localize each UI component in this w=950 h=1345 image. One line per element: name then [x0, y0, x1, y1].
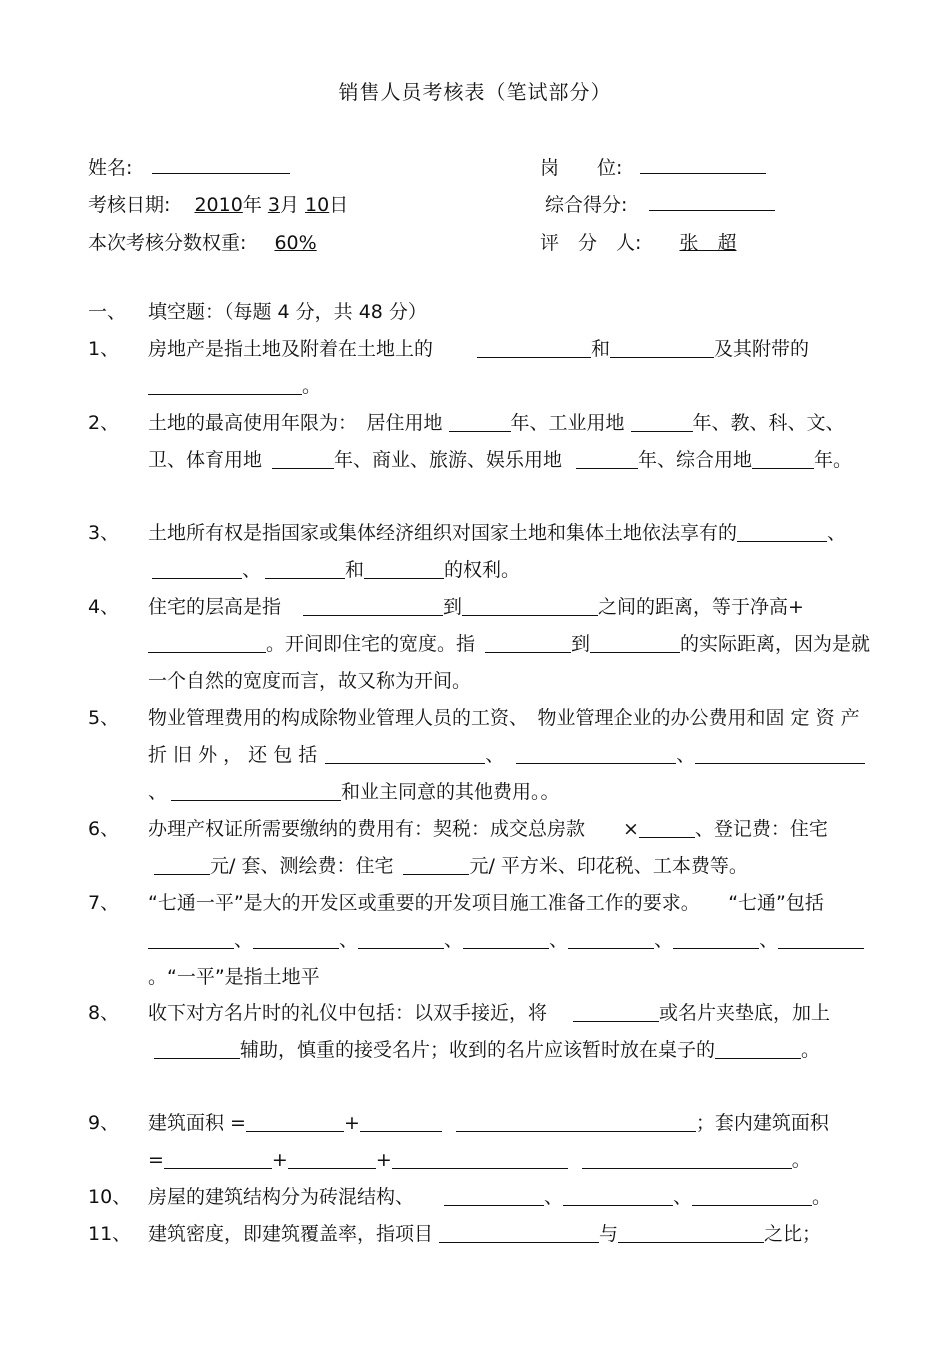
question-9: 9、 建筑面积 = + ；套内建筑面积 = + + 。 [88, 1105, 878, 1179]
question-number: 3、 [88, 522, 120, 544]
blank-field[interactable] [364, 552, 444, 579]
question-8: 8、 收下对方名片时的礼仪中包括：以双手接近，将 或名片夹垫底，加上辅助，慎重的接受名片；收到的名片应该暂时放在桌子的 。 [88, 995, 878, 1069]
grader-label: 评 分 人: [540, 232, 642, 254]
blank-field[interactable] [692, 1179, 812, 1206]
section-index: 一、 [88, 301, 127, 323]
date-day-unit: 日 [329, 194, 349, 216]
name-field[interactable] [152, 155, 290, 174]
question-number: 6、 [88, 818, 120, 840]
name-row [88, 153, 290, 180]
blank-field[interactable] [439, 1216, 599, 1243]
section-title: 填空题：（每题 4 分，共 48 分） [148, 301, 427, 323]
question-number: 4、 [88, 596, 120, 618]
question-number: 1、 [88, 338, 120, 360]
date-label: 考核日期: [88, 194, 171, 216]
blank-field[interactable] [463, 922, 549, 949]
blank-field[interactable] [148, 922, 234, 949]
score-row [545, 190, 775, 217]
blank-field[interactable] [590, 626, 680, 653]
blank-field[interactable] [610, 331, 714, 358]
page-title: 销售人员考核表（笔试部分） [338, 80, 612, 104]
blank-field[interactable] [673, 922, 759, 949]
question-3: 3、 土地所有权是指国家或集体经济组织对国家土地和集体土地依法享有的 、、 和 的权利。 [88, 515, 878, 589]
blank-field[interactable] [148, 626, 266, 653]
blank-field[interactable] [164, 1142, 272, 1169]
date-month: 3 [267, 194, 280, 216]
question-11: 11、 建筑密度，即建筑覆盖率，指项目 与 之比； [88, 1216, 878, 1253]
question-7: 7、 “七通一平”是大的开发区或重要的开发项目施工准备工作的要求。 “七通”包括、 、 、 、 、 、。“一平”是指土地平 [88, 885, 878, 996]
blank-field[interactable] [449, 405, 511, 432]
question-number: 10、 [88, 1186, 132, 1208]
blank-field[interactable] [325, 737, 485, 764]
blank-field[interactable] [152, 552, 242, 579]
question-4: 4、 住宅的层高是指 到 之间的距离，等于净高+。开间即住宅的宽度。指 到 的实际距离，因为是就一个自然的宽度而言，故又称为开间。 [88, 589, 878, 700]
question-number: 9、 [88, 1112, 120, 1134]
blank-field[interactable] [303, 589, 443, 616]
blank-field[interactable] [392, 1142, 568, 1169]
blank-field[interactable] [265, 552, 345, 579]
blank-field[interactable] [358, 922, 444, 949]
blank-field[interactable] [618, 1216, 764, 1243]
blank-field[interactable] [568, 922, 654, 949]
blank-field[interactable] [462, 589, 598, 616]
section-heading [88, 294, 878, 331]
blank-field[interactable] [148, 368, 302, 395]
weight-value: 60% [274, 232, 317, 254]
blank-field[interactable] [573, 995, 659, 1022]
question-number: 7、 [88, 892, 120, 914]
question-number: 2、 [88, 412, 120, 434]
date-month-unit: 月 [279, 194, 299, 216]
blank-field[interactable] [485, 626, 571, 653]
question-6: 6、 办理产权证所需要缴纳的费用有：契税：成交总房款 × 、登记费：住宅元/ 套、测绘费：住宅 元/ 平方米、印花税、工本费等。 [88, 811, 878, 885]
blank-field[interactable] [778, 922, 864, 949]
blank-field[interactable] [516, 737, 676, 764]
position-field[interactable] [640, 155, 766, 174]
date-row [88, 190, 348, 217]
blank-field[interactable] [253, 922, 339, 949]
blank-field[interactable] [563, 1179, 673, 1206]
blank-field[interactable] [360, 1105, 442, 1132]
question-5: 5、 物业管理费用的构成除物业管理人员的工资、 物业管理企业的办公费用和固 定 资 产 折 旧 外 ， 还 包 括 、 、、 和业主同意的其他费用。。 [88, 700, 878, 811]
blank-field[interactable] [171, 774, 341, 801]
blank-field[interactable] [288, 1142, 376, 1169]
date-year: 2010 [194, 194, 243, 216]
blank-field[interactable] [715, 1032, 801, 1059]
weight-label: 本次考核分数权重: [88, 232, 247, 254]
blank-field[interactable] [576, 442, 638, 469]
blank-field[interactable] [631, 405, 693, 432]
score-label: 综合得分: [545, 194, 628, 216]
blank-field[interactable] [752, 442, 814, 469]
question-number: 5、 [88, 707, 120, 729]
date-day: 10 [305, 194, 330, 216]
blank-field[interactable] [272, 442, 334, 469]
blank-field[interactable] [403, 848, 469, 875]
blank-field[interactable] [582, 1142, 792, 1169]
blank-field[interactable] [477, 331, 591, 358]
position-row [540, 153, 766, 180]
blank-field[interactable] [154, 1032, 240, 1059]
blank-field[interactable] [444, 1179, 544, 1206]
blank-field[interactable] [737, 515, 827, 542]
question-2: 2、 土地的最高使用年限为： 居住用地 年、工业用地 年、教、科、文、卫、体育用地 年、商业、旅游、娱乐用地 年、综合用地 年。 [88, 405, 878, 479]
score-field[interactable] [649, 192, 775, 211]
weight-row [88, 228, 317, 255]
grader-row [540, 228, 736, 255]
question-1: 1、 房地产是指土地及附着在土地上的 和 及其附带的。 [88, 331, 878, 405]
date-year-unit: 年 [242, 194, 262, 216]
blank-field[interactable] [456, 1105, 696, 1132]
name-label: 姓名: [88, 157, 133, 179]
question-number: 11、 [88, 1223, 132, 1245]
question-10: 10、 房屋的建筑结构分为砖混结构、 、 、 。 [88, 1179, 878, 1216]
question-number: 8、 [88, 1002, 120, 1024]
blank-field[interactable] [639, 811, 695, 838]
blank-field[interactable] [246, 1105, 344, 1132]
blank-field[interactable] [695, 737, 865, 764]
grader-value: 张 超 [679, 232, 737, 254]
blank-field[interactable] [154, 848, 210, 875]
position-label: 岗 位: [540, 157, 623, 179]
